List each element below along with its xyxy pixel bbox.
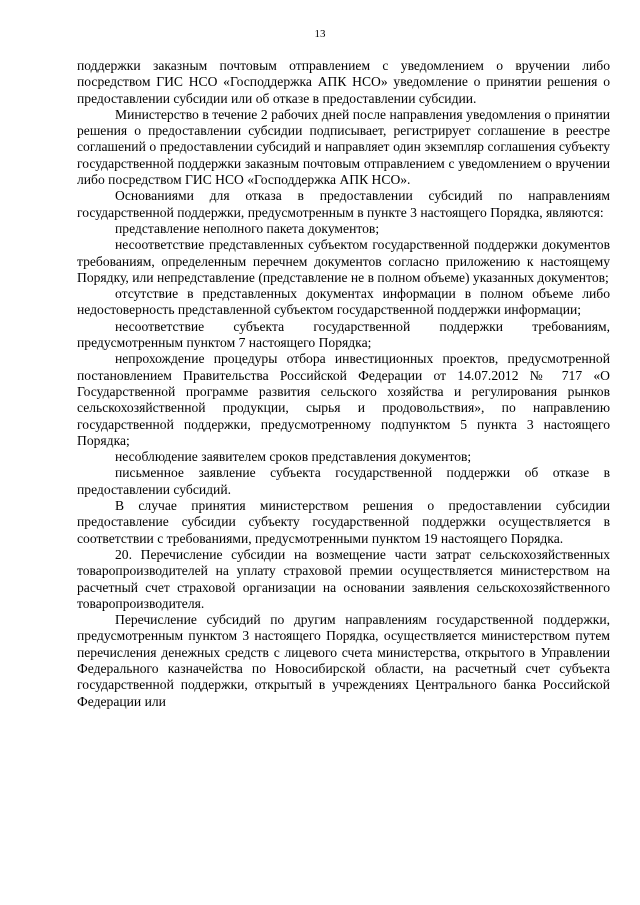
list-item: несоответствие субъекта государственной поддержки требованиям, предусмотренным пунктом 7 настоящего Порядка; [77, 318, 610, 351]
page-number: 13 [314, 28, 326, 40]
paragraph: В случае принятия министерством решения о предоставлении субсидии предоставление субсидии субъекту государственной поддержки осуществляется в соответствии с требованиями, предусмотренными пунктом 19 настоящего Порядка. [77, 498, 610, 546]
section-20-paragraph: 20. Перечисление субсидии на возмещение части затрат сельскохозяйственных товаропроизводителей на уплату страховой премии осуществляется министерством на расчетный счет страховой организации на основании заявления сельскохозяйственного товаропроизводителя. [77, 546, 610, 611]
paragraph: Министерство в течение 2 рабочих дней после направления уведомления о принятии решения о предоставлении субсидии подписывает, регистрирует соглашение в реестре соглашений о предоставлении субсидий и направляет один экземпляр соглашения субъекту государственной поддержки заказным почтовым отправлением с уведомлением о вручении либо посредством ГИС НСО «Господдержка АПК НСО». [77, 106, 610, 188]
list-item: письменное заявление субъекта государственной поддержки об отказе в предоставлении субсидий. [77, 465, 610, 497]
list-item: несоответствие представленных субъектом государственной поддержки документов требованиям, определенным перечнем документов согласно приложению к настоящему Порядку, или непредставление (представление не в полном объеме) указанных документов; [77, 237, 610, 285]
paragraph: поддержки заказным почтовым отправлением с уведомлением о вручении либо посредством ГИС НСО «Господдержка АПК НСО» уведомление о принятии решения о предоставлении субсидии или об отказе в предоставлении субсидии. [77, 58, 610, 106]
list-item: непрохождение процедуры отбора инвестиционных проектов, предусмотренной постановлением Правительства Российской Федерации от 14.07.2012 № 717 «О Государственной программе развития сельского хозяйства и регулирования рынков сельскохозяйственной продукции, сырья и продовольствия», по направлению государственной поддержки, предусмотренному подпунктом 5 пункта 3 настоящего Порядка; [77, 351, 610, 448]
list-item: представление неполного пакета документов; [115, 220, 380, 236]
paragraph: Основаниями для отказа в предоставлении субсидий по направлениям государственной поддержки, предусмотренным в пункте 3 настоящего Порядка, являются: [77, 188, 610, 220]
paragraph: Перечисление субсидий по другим направлениям государственной поддержки, предусмотренным пунктом 3 настоящего Порядка, осуществляется министерством путем перечисления денежных средств с лицевого счета министерства, открытого в Управлении Федерального казначейства по Новосибирской области, на расчетный счет субъекта государственной поддержки, открытый в учреждениях Центрального банка Российской Федерации или [77, 612, 610, 709]
document-body [77, 58, 610, 710]
list-item: несоблюдение заявителем сроков представления документов; [115, 449, 472, 465]
list-item: отсутствие в представленных документах информации в полном объеме либо недостоверность представленной субъектом государственной поддержки информации; [77, 286, 610, 318]
